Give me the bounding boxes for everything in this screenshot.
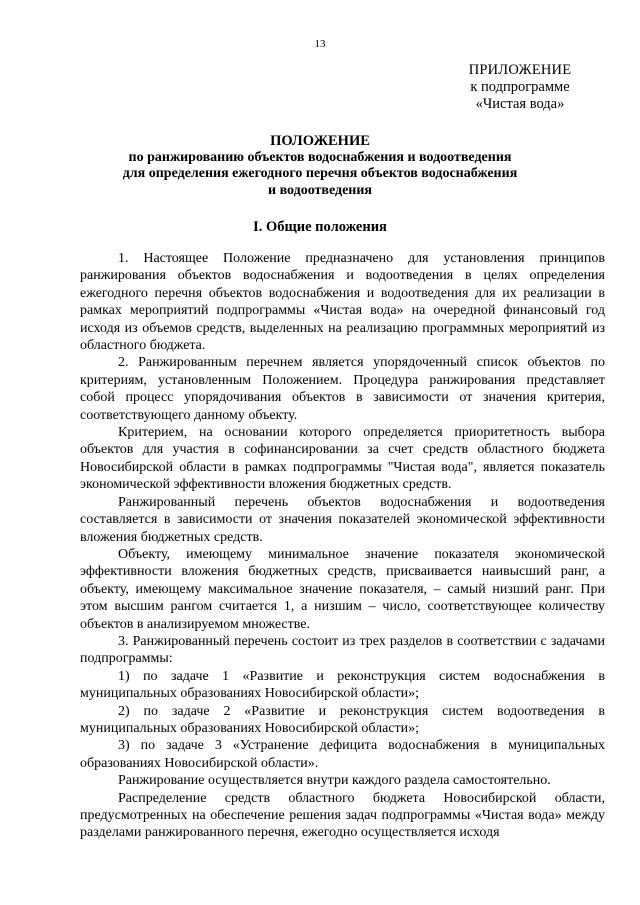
paragraph: Критерием, на основании которого определяется приоритетность выбора объектов для участия в софинансировании за счет средств областного бюджета Новосибирской области в рамках подпрограммы "Чистая вода", является показатель экономической эффективности вложения бюджетных средств. — [80, 425, 605, 493]
document-title — [80, 133, 560, 199]
paragraph: 2) по задаче 2 «Развитие и реконструкция систем водоотведения в муниципальных образованиях Новосибирской области»; — [80, 703, 605, 736]
paragraph: Распределение средств областного бюджета Новосибирской области, предусмотренных на обеспечение решения задач подпрограммы «Чистая вода» между разделами ранжированного перечня, ежегодно осуществляется исходя — [80, 790, 605, 841]
paragraph: Объекту, имеющему минимальное значение показателя экономической эффективности вложения бюджетных средств, присваивается наивысший ранг, а объекту, имеющему максимальное значение показателя, – самый низший ранг. При этом высшим рангом считается 1, а низшим – число, соответствующее количеству объектов в анализируемом множестве. — [80, 546, 605, 632]
document-title-line-3: и водоотведения — [268, 182, 372, 198]
paragraph: 3) по задаче 3 «Устранение дефицита водоснабжения в муниципальных образованиях Новосибирской области». — [80, 738, 605, 771]
paragraph: 3. Ранжированный перечень состоит из трех разделов в соответствии с задачами подпрограммы: — [80, 633, 605, 667]
paragraph: Ранжирование осуществляется внутри каждого раздела самостоятельно. — [118, 773, 551, 789]
paragraph: 1. Настоящее Положение предназначено для установления принципов ранжирования объектов водоснабжения и водоотведения в целях определения ежегодного перечня объектов водоснабжения и водоотведения для их реализации в рамках мероприятий подпрограммы «Чистая вода» на очередной финансовый год исходя из объемов средств, выделенных на реализацию программных мероприятий из областного бюджета. — [80, 251, 605, 354]
appendix-title: ПРИЛОЖЕНИЕ — [468, 62, 572, 78]
page-number: 13 — [314, 38, 326, 50]
body-text — [80, 250, 605, 842]
document-title-line-1: по ранжированию объектов водоснабжения и водоотведения — [128, 149, 512, 165]
paragraph: 2. Ранжированным перечнем является упорядоченный список объектов по критериям, установленным Положением. Процедура ранжирования представляет собой процесс упорядочивания объектов в зависимости от значения критерия, соответствующего данному объекту. — [80, 355, 605, 423]
paragraph: 1) по задаче 1 «Развитие и реконструкция систем водоснабжения в муниципальных образованиях Новосибирской области»; — [80, 668, 605, 702]
appendix-subtitle: к подпрограмме — [470, 79, 570, 95]
appendix-header — [440, 62, 600, 113]
document-title-main: ПОЛОЖЕНИЕ — [270, 133, 370, 149]
section-heading: I. Общие положения — [253, 219, 387, 235]
appendix-program-name: «Чистая вода» — [475, 96, 565, 112]
paragraph: Ранжированный перечень объектов водоснабжения и водоотведения составляется в зависимости от значения показателей экономической эффективности вложения бюджетных средств. — [80, 494, 605, 545]
document-title-line-2: для определения ежегодного перечня объектов водоснабжения — [122, 166, 518, 181]
